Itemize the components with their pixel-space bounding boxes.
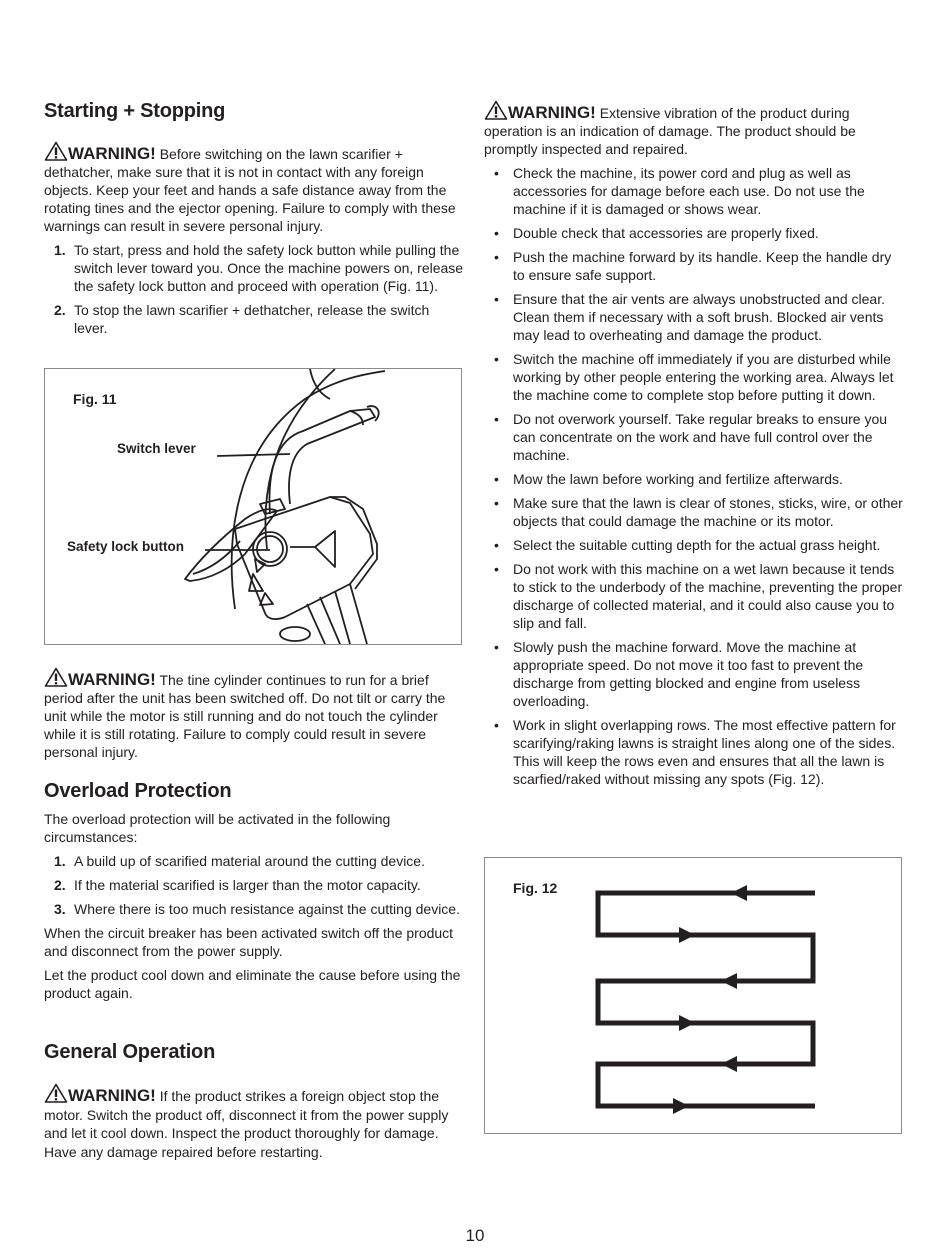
bullet-item <box>484 716 904 788</box>
list-item: 1. To start, press and hold the safety lock button while pulling the switch lever toward you. Once the machine powers on, release the safety lock button and proceed with operation (Fig. 11). <box>54 242 464 294</box>
bullet-item <box>484 536 904 554</box>
warning-text: Extensive vibration of the product during operation is an indication of damage. The product should be promptly inspected and repaired. <box>484 105 856 157</box>
figure-12 <box>484 857 902 1134</box>
switch-illustration <box>45 369 461 644</box>
bullet-text: Ensure that the air vents are always unobstructed and clear. Clean them if necessary with a soft brush. Blocked air vents may lead to overheating and damage the product. <box>513 291 885 343</box>
bullet-item <box>484 224 904 242</box>
warning-tine-cylinder <box>44 667 464 761</box>
bullet-item <box>484 638 904 710</box>
safety-bullet-list <box>484 164 904 788</box>
warning-text: The tine cylinder continues to run for a brief period after the unit has been switched off. Do not tilt or carry the unit while the motor is still running and do not touch the cylinder while it is still rotating. Failure to comply could result in severe personal injury. <box>44 672 446 760</box>
list-item: 1. A build up of scarified material around the cutting device. <box>54 853 425 869</box>
section-heading-general-operation: General Operation <box>44 1041 216 1063</box>
warning-starting <box>44 141 464 337</box>
warning-text: If the product strikes a foreign object stop the motor. Switch the product off, disconnect it from the power supply and let it cool down. Inspect the product thoroughly for damage. Have any damage repaired before restarting. <box>44 1088 449 1160</box>
bullet-item <box>484 494 904 530</box>
right-column-body <box>484 100 904 788</box>
overload-para-2: Let the product cool down and eliminate the cause before using the product again. <box>44 967 461 1001</box>
start-stop-steps <box>44 241 464 337</box>
bullet-item <box>484 248 904 284</box>
arrow-left-icon <box>721 973 737 989</box>
bullet-icon: • <box>494 225 499 241</box>
bullet-text: Switch the machine off immediately if you are disturbed while working by other people entering the working area. Always let the machine come to complete stop before putting it down. <box>513 351 894 403</box>
bullet-text: Do not overwork yourself. Take regular breaks to ensure you can concentrate on the work and have full control over the machine. <box>513 411 888 463</box>
bullet-icon: • <box>494 411 499 427</box>
bullet-text: Mow the lawn before working and fertilize afterwards. <box>513 471 843 487</box>
bullet-icon: • <box>494 495 499 511</box>
overlapping-rows-pattern-diagram <box>485 858 901 1133</box>
warning-label: WARNING! <box>68 1086 156 1105</box>
bullet-item <box>484 290 904 344</box>
bullet-icon: • <box>494 639 499 655</box>
arrow-right-icon <box>673 1098 689 1114</box>
bullet-icon: • <box>494 351 499 367</box>
bullet-icon: • <box>494 561 499 577</box>
callout-switch-lever: Switch lever <box>117 441 196 456</box>
bullet-text: Work in slight overlapping rows. The most effective pattern for scarifying/raking lawns is straight lines along one of the sides. This will keep the rows even and ensures that all the lawn is scarfied/raked without missing any spots (Fig. 12). <box>513 717 896 787</box>
arrow-left-icon <box>721 1056 737 1072</box>
warning-triangle-icon <box>484 100 508 120</box>
figure-label: Fig. 12 <box>513 880 558 896</box>
bullet-item <box>484 560 904 632</box>
bullet-icon: • <box>494 537 499 553</box>
overload-para-1: When the circuit breaker has been activated switch off the product and disconnect from the power supply. <box>44 925 454 959</box>
section-heading-starting-stopping: Starting + Stopping <box>44 100 226 122</box>
bullet-icon: • <box>494 165 499 181</box>
warning-vibration <box>484 100 904 158</box>
bullet-text: Check the machine, its power cord and plug as well as accessories for damage before each use. Do not use the machine if it is damaged or shows wear. <box>513 165 865 217</box>
arrow-right-icon <box>679 1015 695 1031</box>
overload-steps <box>44 852 464 918</box>
bullet-icon: • <box>494 249 499 265</box>
bullet-item <box>484 470 904 488</box>
warning-label: WARNING! <box>68 670 156 689</box>
figure-11 <box>44 368 462 645</box>
bullet-text: Double check that accessories are properly fixed. <box>513 225 819 241</box>
figure-label: Fig. 11 <box>73 391 117 407</box>
list-item: 2. If the material scarified is larger than the motor capacity. <box>54 877 421 893</box>
bullet-icon: • <box>494 291 499 307</box>
section-heading-overload-protection: Overload Protection <box>44 780 232 802</box>
bullet-text: Select the suitable cutting depth for the actual grass height. <box>513 537 881 553</box>
warning-triangle-icon <box>44 667 68 687</box>
arrow-left-icon <box>731 885 747 901</box>
row-path <box>598 893 815 1106</box>
bullet-item <box>484 164 904 218</box>
bullet-text: Make sure that the lawn is clear of stones, sticks, wire, or other objects that could damage the machine or its motor. <box>513 495 903 529</box>
page-number: 10 <box>465 1226 485 1245</box>
bullet-item <box>484 350 904 404</box>
bullet-icon: • <box>494 717 499 733</box>
bullet-text: Slowly push the machine forward. Move the machine at appropriate speed. Do not move it too fast to prevent the discharge from getting blocked and engine from useless overloading. <box>513 639 864 709</box>
list-item: 2. To stop the lawn scarifier + dethatcher, release the switch lever. <box>54 302 430 336</box>
bullet-icon: • <box>494 471 499 487</box>
bullet-text: Do not work with this machine on a wet lawn because it tends to stick to the underbody of the machine, preventing the proper discharge of collected material, and it could also cause you to slip and fall. <box>513 561 903 631</box>
overload-protection-body <box>44 810 464 1002</box>
warning-text: Before switching on the lawn scarifier + dethatcher, make sure that it is not in contact with any foreign objects. Keep your feet and hands a safe distance away from the rotating tines and the ejector opening. Failure to comply with these warnings can result in severe personal injury. <box>44 146 456 234</box>
list-item: 3. Where there is too much resistance against the cutting device. <box>54 901 460 917</box>
warning-triangle-icon <box>44 141 68 161</box>
arrow-right-icon <box>679 927 695 943</box>
bullet-text: Push the machine forward by its handle. Keep the handle dry to ensure safe support. <box>513 249 892 283</box>
warning-label: WARNING! <box>68 144 156 163</box>
bullet-item <box>484 410 904 464</box>
warning-triangle-icon <box>44 1083 68 1103</box>
warning-foreign-object <box>44 1083 464 1161</box>
overload-intro: The overload protection will be activated in the following circumstances: <box>44 811 391 845</box>
callout-safety-lock-button: Safety lock button <box>67 539 185 554</box>
warning-label: WARNING! <box>508 103 596 122</box>
